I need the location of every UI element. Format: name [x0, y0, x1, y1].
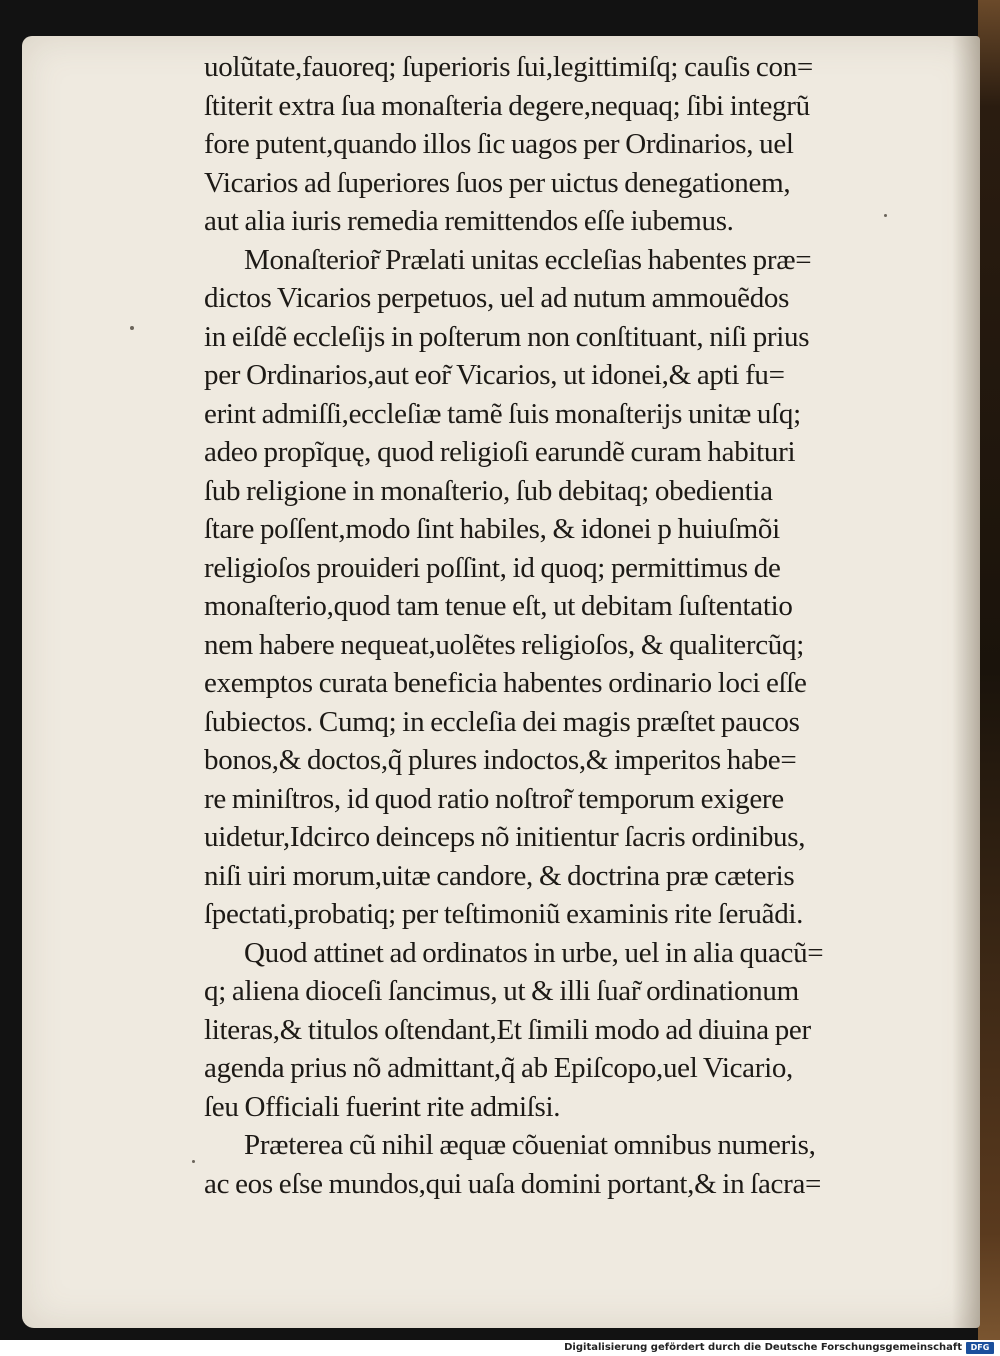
- text-line: in eiſdẽ eccleſijs in poſterum non conſtituant, niſi prius: [204, 320, 810, 353]
- text-line: ſtiterit extra ſua monaſteria degere,nequaq; ſibi integrũ: [204, 89, 810, 122]
- text-line: ſeu Officiali fuerint rite admiſsi.: [204, 1090, 561, 1123]
- book-edge: [978, 0, 1000, 1340]
- text-line: ac eos eſse mundos,qui uaſa domini portant,& in ſacra=: [204, 1167, 822, 1200]
- text-line: ſtare poſſent,modo ſint habiles, & idonei p huiuſmõi: [204, 513, 780, 545]
- funding-credit: Digitalisierung gefördert durch die Deutsche Forschungsgemeinschaft: [564, 1342, 962, 1353]
- dfg-logo-icon: DFG: [966, 1342, 994, 1354]
- paragraph-start-line: Præterea cũ nihil æquæ cõueniat omnibus numeris,: [244, 1129, 816, 1161]
- text-line: bonos,& doctos,q̃ plures indoctos,& imperitos habe=: [204, 744, 797, 776]
- text-line: niſi uiri morum,uitæ candore, & doctrina præ cæteris: [204, 859, 795, 892]
- text-line: Vicarios ad ſuperiores ſuos per uictus denegationem,: [204, 166, 791, 199]
- text-line: literas,& titulos oſtendant,Et ſimili modo ad diuina per: [204, 1013, 811, 1046]
- book-page: [22, 36, 980, 1328]
- text-line: religioſos prouideri poſſint, id quoq; permittimus de: [204, 551, 781, 584]
- text-line: monaſterio,quod tam tenue eſt, ut debitam ſuſtentatio: [204, 590, 793, 622]
- paragraph-start-line: Monaſterior̃ Prælati unitas eccleſias habentes præ=: [244, 243, 812, 276]
- text-line: erint admiſſi,eccleſiæ tamẽ ſuis monaſterijs unitæ uſq;: [204, 397, 801, 430]
- text-line: aut alia iuris remedia remittendos eſſe iubemus.: [204, 205, 734, 237]
- text-line: ſubiectos. Cumq; in eccleſia dei magis præſtet paucos: [204, 705, 800, 738]
- text-line: exemptos curata beneficia habentes ordinario loci eſſe: [204, 667, 807, 699]
- paper-speck: [192, 1160, 195, 1163]
- paragraph-start-line: Quod attinet ad ordinatos in urbe, uel in alia quacũ=: [244, 936, 824, 969]
- paper-speck: [130, 326, 134, 330]
- text-line: re miniſtros, id quod ratio noſtror̃ temporum exigere: [204, 782, 784, 815]
- text-line: fore putent,quando illos ſic uagos per Ordinarios, uel: [204, 128, 794, 160]
- text-line: adeo propĩquę, quod religioſi earundẽ curam habituri: [204, 436, 796, 468]
- text-line: per Ordinarios,aut eor̃ Vicarios, ut idonei,& apti fu=: [204, 359, 785, 391]
- text-line: ſub religione in monaſterio, ſub debitaq; obedientia: [204, 474, 773, 507]
- text-line: uolũtate,fauoreq; ſuperioris ſui,legittimiſq; cauſis con=: [204, 51, 813, 83]
- page-spine-shadow: [952, 36, 980, 1328]
- text-line: agenda prius nõ admittant,q̃ ab Epiſcopo,uel Vicario,: [204, 1052, 793, 1084]
- footer-bar: [0, 1340, 1000, 1356]
- text-line: ſpectati,probatiq; per teſtimoniũ examinis rite ſeruãdi.: [204, 898, 804, 930]
- text-block: [204, 48, 944, 1203]
- text-line: uidetur,Idcirco deinceps nõ initientur ſacris ordinibus,: [204, 821, 806, 853]
- paper-speck: [884, 214, 887, 217]
- text-line: dictos Vicarios perpetuos, uel ad nutum ammouẽdos: [204, 282, 790, 314]
- text-line: nem habere nequeat,uolẽtes religioſos, & qualitercũq;: [204, 628, 804, 661]
- text-line: q; aliena dioceſi ſancimus, ut & illi ſuar̃ ordinationum: [204, 975, 799, 1007]
